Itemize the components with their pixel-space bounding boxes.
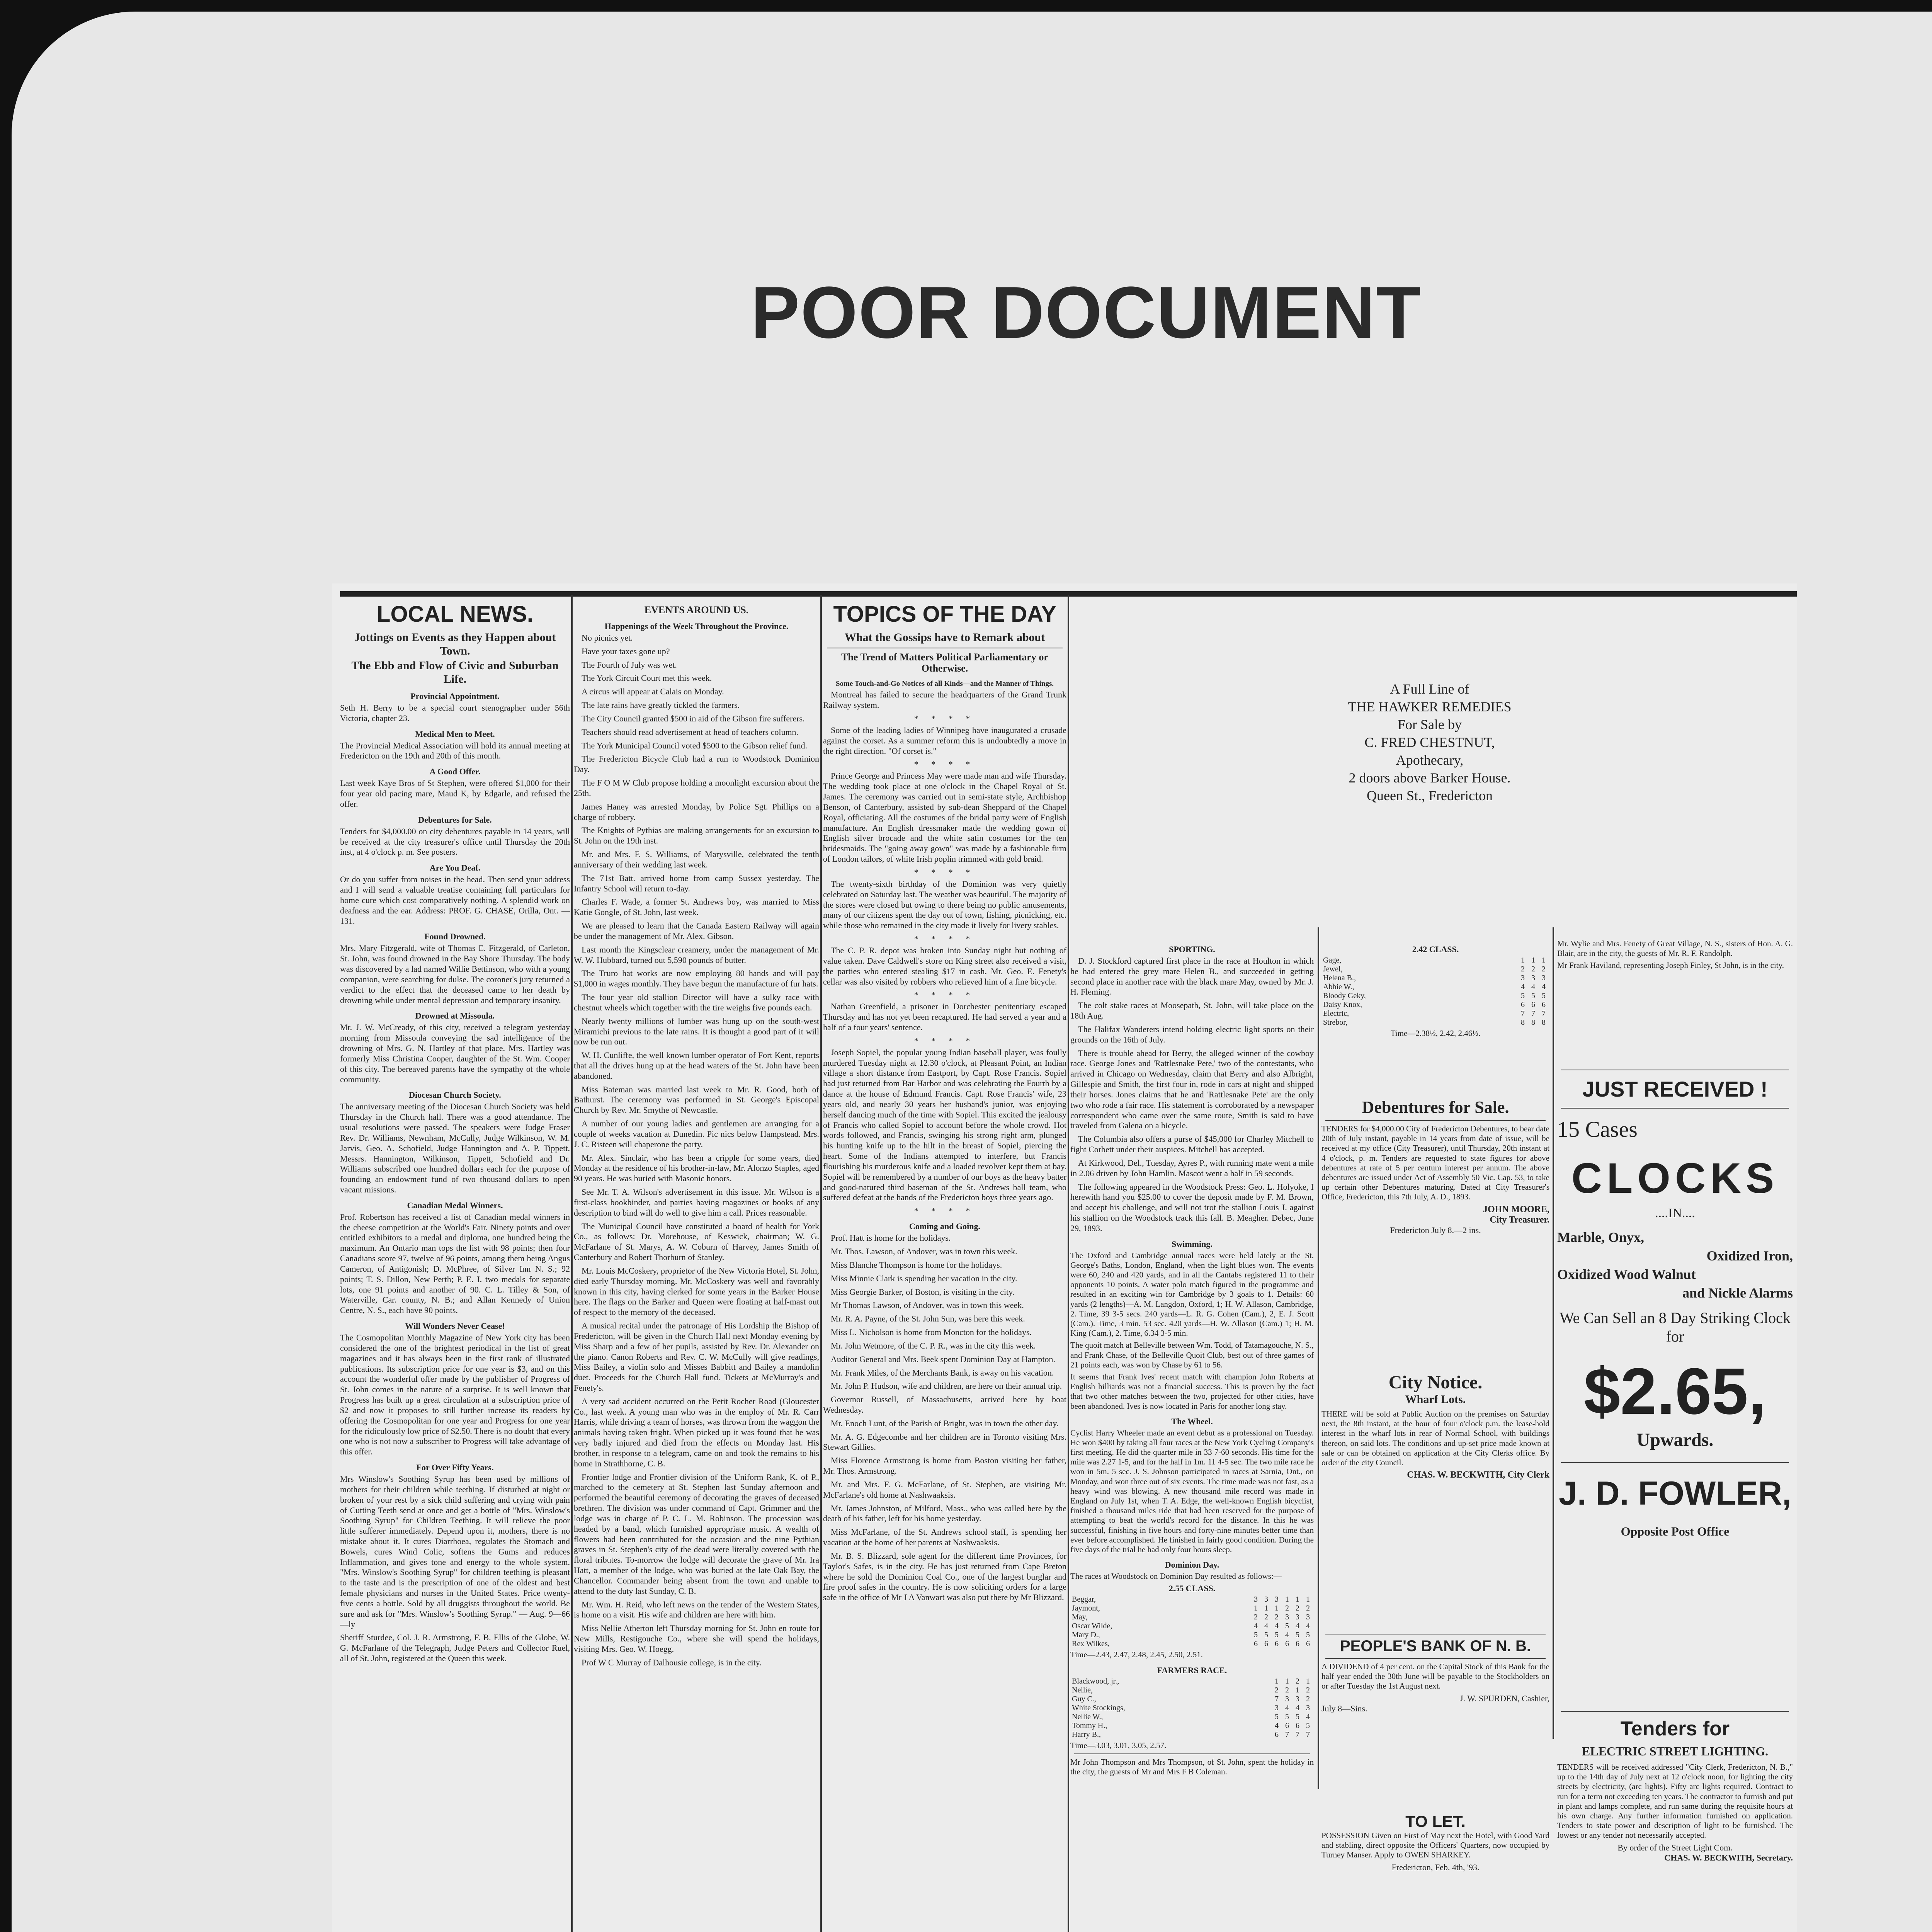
results-row <box>1321 965 1549 974</box>
horse-name: Mary D., <box>1072 1631 1100 1639</box>
heat-placings: 1 1 1 2 2 2 <box>1254 1604 1312 1613</box>
horse-name: White Stockings, <box>1072 1703 1125 1712</box>
events-title: EVENTS AROUND US. <box>644 604 749 616</box>
item-text: Mr. Alex. Sinclair, who has been a cripple for some years, died Monday at the residence of his brother-in-law, Mr. Alonzo Staples, aged 90 years. He was buried with Masonic honors. <box>574 1153 819 1184</box>
comings-heading: Coming and Going. <box>909 1221 980 1231</box>
hawker-line: C. FRED CHESTNUT, <box>1364 735 1495 750</box>
column-sporting <box>1070 939 1314 1932</box>
item-heading: Drowned at Missoula. <box>415 1011 495 1021</box>
race-242-heading: 2.42 CLASS. <box>1412 944 1459 954</box>
item-text: The 71st Batt. arrived home from camp Sussex yesterday. The Infantry School will return to-day. <box>574 873 819 893</box>
item-heading: Canadian Medal Winners. <box>407 1200 503 1210</box>
hawker-line: 2 doors above Barker House. <box>1349 770 1511 786</box>
topics-items <box>823 690 1066 1216</box>
results-row <box>1070 1595 1314 1604</box>
poor-document-banner: POOR DOCUMENT <box>751 272 1422 354</box>
to-let-heading: TO LET. <box>1405 1812 1466 1830</box>
fowler-material: Marble, Onyx, <box>1557 1230 1644 1245</box>
heat-placings: 5 5 5 4 5 5 <box>1254 1631 1312 1639</box>
personal-item: Mr. Wylie and Mrs. Fenety of Great Village, N. S., sisters of Hon. A. G. Blair, are in the city, the guests of Mr. R. F. Randolph. <box>1557 939 1793 958</box>
item-text: The Cosmopolitan Monthly Magazine of New York city has been considered the one of the brightest periodical in the list of great magazines and it has always been in the first rank of illustrated publications. Its subscription price for one year is $3, and on this account the wonderful offer made by the publisher of Progress of St. John comes in the nature of a surprise. It is well known that Progress has built up a great circulation at a subscription price of $2 and now it proposes to still further increase its readers by offering the Cosmopolitan for one year and Progress for one year for the ridiculously low price of $2.50. There is no doubt that every one who is not now a subscriber to Progress will take advantage of this offer. <box>340 1333 570 1457</box>
item-text: Prof W C Murray of Dalhousie college, is in the city. <box>582 1657 762 1667</box>
local-news-subtitle: Jottings on Events as they Happen about Town. <box>354 631 556 657</box>
separator-dots: * * * * <box>914 1036 976 1046</box>
item-heading: Debentures for Sale. <box>418 815 492 825</box>
city-notice-ad <box>1321 1372 1549 1627</box>
column-local-news <box>340 599 570 1932</box>
item-text: The Knights of Pythias are making arrangements for an excursion to St. John on the 19th inst. <box>574 825 819 846</box>
column-rule <box>571 595 573 1932</box>
peoples-bank-date: July 8—Sins. <box>1321 1703 1367 1713</box>
item-text: Prof. Hatt is home for the holidays. <box>831 1233 951 1243</box>
item-text: The Columbia also offers a purse of $45,000 for Charley Mitchell to fight Corbett under their auspices. Mitchell has accepted. <box>1070 1134 1314 1155</box>
time-255: Time—2.43, 2.47, 2.48, 2.45, 2.50, 2.51. <box>1070 1650 1203 1660</box>
item-text: The C. P. R. depot was broken into Sunday night but nothing of value taken. Dave Caldwell's store on King street also received a visit, the parties who entered stealing $17 in cash. Mr. Geo. E. Fenety's cellar was also visited by robbers who relieved him of a fine bicycle. <box>823 946 1066 986</box>
item-text: The City Council granted $500 in aid of the Gibson fire sufferers. <box>582 713 805 723</box>
item-heading: Medical Men to Meet. <box>415 729 495 739</box>
results-table-242 <box>1321 956 1549 1027</box>
item-text: The colt stake races at Moosepath, St. John, will take place on the 18th Aug. <box>1070 1000 1314 1021</box>
item-text: Mr. Enoch Lunt, of the Parish of Bright, was in town the other day. <box>831 1418 1059 1428</box>
fowler-just-received: JUST RECEIVED ! <box>1582 1077 1768 1101</box>
item-heading: Will Wonders Never Cease! <box>405 1321 505 1331</box>
heat-placings: 7 3 3 2 <box>1275 1694 1312 1703</box>
item-text: The anniversary meeting of the Diocesan Church Society was held Thursday in the Church hall. There was a good attendance. The usual resolutions were passed. The speakers were Judge Fraser Rev. Dr. Williams, Newnham, McCully, Judge Wilkinson, W. M. Jarvis, Geo. A. Schofield, Judge Hannington and A. P. Tippett. Messrs. Hannington, Wilkinson, Tippett, Schofield and Dr. Williams subscribed one hundred dollars each for the purpose of founding an endowment fund of two thousand dollars to open vacant missions. <box>340 1102 570 1194</box>
column-rule <box>820 595 822 1932</box>
item-text: Mr. and Mrs. F. G. McFarlane, of St. Stephen, are visiting Mr. McFarlane's old home at Nashwaaksis. <box>823 1479 1066 1500</box>
peoples-bank-heading: PEOPLE'S BANK OF N. B. <box>1340 1638 1531 1655</box>
item-text: Have your taxes gone up? <box>582 646 670 656</box>
item-text: Miss Nellie Atherton left Thursday morning for St. John en route for New Mills, Restigouche Co., where she will spend the holidays, visiting Mrs. Geo. W. Hoegg. <box>574 1623 819 1654</box>
horse-name: Blackwood, jr., <box>1072 1677 1119 1685</box>
item-text: Mr. R. A. Payne, of the St. John Sun, was here this week. <box>831 1314 1025 1324</box>
item-text: Mr. Thos. Lawson, of Andover, was in town this week. <box>831 1247 1017 1257</box>
results-table-farmers <box>1070 1677 1314 1739</box>
item-text: James Haney was arrested Monday, by Police Sgt. Phillips on a charge of robbery. <box>574 801 819 822</box>
fowler-material: Oxidized Iron, <box>1706 1248 1793 1264</box>
quoit-text: The quoit match at Belleville between Wm. Todd, of Tatamagouche, N. S., and Frank Chase, of the Belleville Quoit Club, best out of three games of 21 points each, was won by Chase by 61 to 56. <box>1070 1340 1314 1369</box>
horse-name: Helena B., <box>1323 974 1356 982</box>
swimming-heading: Swimming. <box>1172 1239 1213 1249</box>
class-255-heading: 2.55 CLASS. <box>1168 1583 1216 1594</box>
peoples-bank-signature: J. W. SPURDEN, Cashier, <box>1460 1693 1549 1703</box>
city-notice-subheading: Wharf Lots. <box>1405 1393 1466 1406</box>
comings-items <box>823 1233 1066 1603</box>
horse-name: Nellie W., <box>1072 1712 1103 1721</box>
item-text: Mr. Frank Miles, of the Merchants Bank, is away on his vacation. <box>831 1367 1054 1378</box>
item-text: Miss Georgie Barker, of Boston, is visiting in the city. <box>831 1287 1015 1297</box>
dominion-heading: Dominion Day. <box>1165 1560 1219 1570</box>
item-text: Charles F. Wade, a former St. Andrews boy, was married to Miss Katie Gongle, of St. John, last week. <box>574 897 819 917</box>
local-news-items <box>340 691 570 1664</box>
heat-placings: 4 4 4 <box>1521 983 1548 991</box>
peoples-bank-text: A DIVIDEND of 4 per cent. on the Capital Stock of this Bank for the half year ended the 30th June will be payable to the Stockholders on or after Tuesday the 1st August next. <box>1321 1662 1549 1691</box>
to-let-date: Fredericton, Feb. 4th, '93. <box>1391 1862 1480 1872</box>
heat-placings: 8 8 8 <box>1521 1018 1548 1027</box>
item-text: The F O M W Club propose holding a moonlight excursion about the 25th. <box>574 778 819 798</box>
item-text: The following appeared in the Woodstock Press: Geo. L. Holyoke, I herewith hand you $25.00 to cover the deposit made by F. M. Brown, and accept his challenge, and will not trot the stallion Louis J. against his stallion on the Woodstock track this fall. B. Meagher. Debec, June 29, 1893. <box>1070 1182 1314 1233</box>
heat-placings: 1 1 2 1 <box>1275 1677 1312 1685</box>
item-text: Mr. J. W. McCready, of this city, received a telegram yesterday morning from Missoula conveying the sad intelligence of the drowning of Mrs. G. N. Hartley of that place. Mrs. Hartley was formerly Miss Christina Cooper, daughter of the St. Wm. Cooper of this city. The bereaved parents have the sympathy of the whole community. <box>340 1022 570 1084</box>
results-row <box>1321 992 1549 1000</box>
results-row <box>1070 1713 1314 1721</box>
separator-dots: * * * * <box>914 759 976 769</box>
fowler-offer: We Can Sell an 8 Day Striking Clock for <box>1560 1309 1791 1345</box>
heat-placings: 4 6 6 5 <box>1275 1721 1312 1730</box>
horse-name: Gage, <box>1323 956 1342 964</box>
fowler-cases: 15 Cases <box>1557 1117 1638 1142</box>
item-text: Last month the Kingsclear creamery, under the management of Mr. W. W. Hubbard, turned out 5,590 pounds of butter. <box>574 944 819 965</box>
item-text: Seth H. Berry to be a special court stenographer under 56th Victoria, chapter 23. <box>340 703 570 723</box>
fowler-clocks-ad <box>1557 1066 1793 1700</box>
topics-subtitle: The Trend of Matters Political Parliamentary or Otherwise. <box>841 651 1048 674</box>
city-notice-heading: City Notice. <box>1388 1372 1483 1393</box>
billiards-text: It seems that Frank Ives' recent match with champion John Roberts at English billiards was not a financial success. This is proven by the fact that two other matches between the two, projected for other cities, have been abandoned. Ives is now located in Paris for another long stay. <box>1070 1372 1314 1411</box>
closing-text: Mr John Thompson and Mrs Thompson, of St. John, spent the holiday in the city, the guests of Mr and Mrs F B Coleman. <box>1070 1757 1314 1776</box>
item-text: We are pleased to learn that the Canada Eastern Railway will again be under the management of Mr. Alex. Gibson. <box>574 921 819 941</box>
swimming-text: The Oxford and Cambridge annual races were held lately at the St. George's Baths, London, England, when the light blues won. The events were 60, 240 and 420 yards, and in all the Cantabs registered 11 to their opponents 10 points. A water polo match figured in the programme and resulted in an exciting win for Cambridge by 3 goals to 1. Details: 60 yards (2 lengths)—A. M. Langdon, Oxford, 1; H. W. Allason, Cambridge, 2. Time, 39 3-5 secs. 240 yards—L. R. G. Cohen (Cam.), 2, E. J. Scott (Cam.). Time, 3 min. 53 sec. 420 yards—H. W. Allason (Cam.) 1; H. M. King (Cam.), 2. Time, 6.34 3-5 min. <box>1070 1250 1314 1338</box>
events-subtitle: Happenings of the Week Throughout the Province. <box>604 621 789 631</box>
item-text: A number of our young ladies and gentlemen are arranging for a couple of weeks vacation at Dunedin. Pic nics below Hampstead. Mrs. J. C. Risteen will chaperone the party. <box>574 1119 819 1149</box>
heat-placings: 6 7 7 7 <box>1275 1730 1312 1739</box>
item-text: The Municipal Council have constituted a board of health for York Co., as follows: Dr. Morehouse, of Keswick, chairman; W. G. McFarlane of St. Marys, A. W. Coburn of Harvey, James Smith of Canterbury and Robert Thorburn of Stanley. <box>574 1221 819 1262</box>
debentures-signature-title: City Treasurer. <box>1490 1214 1549 1225</box>
item-text: The Halifax Wanderers intend holding electric light sports on their grounds on the 16th of July. <box>1070 1024 1314 1044</box>
heat-placings: 3 3 3 <box>1521 974 1548 982</box>
results-row <box>1070 1639 1314 1648</box>
heat-placings: 1 1 1 <box>1521 956 1548 964</box>
column-topics-of-the-day <box>823 599 1066 1932</box>
heat-placings: 2 2 1 2 <box>1275 1685 1312 1694</box>
time-farmers: Time—3.03, 3.01, 3.05, 2.57. <box>1070 1740 1167 1750</box>
item-heading: Are You Deaf. <box>429 863 481 873</box>
sporting-heading: SPORTING. <box>1169 944 1215 954</box>
heat-placings: 6 6 6 <box>1521 1000 1548 1009</box>
item-text: The York Circuit Court met this week. <box>582 673 712 683</box>
horse-name: Electric, <box>1323 1009 1349 1018</box>
fowler-material: and Nickle Alarms <box>1682 1285 1793 1301</box>
fowler-price: $2.65, <box>1583 1355 1767 1428</box>
to-let-text: POSSESSION Given on First of May next the Hotel, with Good Yard and stabling, direct opposite the Officers' Quarters, now occupied by Turney Manser. Apply to OWEN SHARKEY. <box>1321 1831 1549 1860</box>
heat-placings: 3 4 4 3 <box>1275 1703 1312 1712</box>
heat-placings: 3 3 3 1 1 1 <box>1254 1595 1312 1604</box>
personal-items <box>1557 939 1793 1055</box>
topics-title: TOPICS OF THE DAY <box>833 602 1056 627</box>
heat-placings: 5 5 5 <box>1521 992 1548 1000</box>
item-text: Frontier lodge and Frontier division of the Uniform Rank, K. of P., marched to the cemetery at St. Stephen last Sunday afternoon and performed the beautiful ceremony of decorating the graves of deceased brethren. The division was under command of Capt. Grimmer and the lodge was in charge of P. C. L. M. Robinson. The procession was headed by a band, which furnished appropriate music. A wealth of flowers had been contributed for the occasion and the nine Pythian graves in St. Stephen's city of the dead were literally covered with the floral tributes. To-morrow the lodge will decorate the grave of Mr. Ira Hatt, a member of the lodge, who was buried at the late Oak Bay, the Chancellor. Commander being absent from the town and unable to attend to the duty last Sunday, C. B. <box>574 1472 819 1596</box>
item-text: Miss L. Nicholson is home from Moncton for the holidays. <box>831 1327 1032 1337</box>
horse-name: Jewel, <box>1323 965 1343 973</box>
item-text: Auditor General and Mrs. Beek spent Dominion Day at Hampton. <box>831 1354 1056 1364</box>
item-text: The late rains have greatly tickled the farmers. <box>582 700 740 710</box>
wheel-text: Cyclist Harry Wheeler made an event debut as a professional on Tuesday. He won $400 by taking all four races at the New York Cycling Company's first meeting. He did the quarter mile in 33 7-60 seconds. His time for the mile was 2.27 1-5, and for the half in 1m. 11 4-5 sec. The two mile race he won in 5m. 5 sec. J. S. Johnson participated in races at Sarnia, Ont., on Monday, and won three out of six events. The time made was not fast, as a heavy wind was blowing. A new thousand mile record was made in England on July 1st, when T. A. Edge, the well-known English bicyclist, finished a thousand miles ride that had been reserved for the purpose of attempting to beat the world's record for the distance. In this he was successful, finishing in five hours and forty-nine minutes better time than ever before accomplished. He finished in fairly good condition. During the five days of the trial he had only four hours sleep. <box>1070 1428 1314 1554</box>
item-text: Last week Kaye Bros of St Stephen, were offered $1,000 for their four year old pacing mare, Maud K, by Edgarle, and refused the offer. <box>340 778 570 809</box>
fowler-address: Opposite Post Office <box>1621 1524 1730 1538</box>
horse-name: Bloody Geky, <box>1323 992 1366 1000</box>
item-text: Mrs. Mary Fitzgerald, wife of Thomas E. Fitzgerald, of Carleton, St. John, was found drowned in the Bay Shore Thursday. The body was discovered by a lad named Willie Bettinson, who with a young companion, were searching for dulse. The coroner's jury returned a verdict to the effect that the deceased came to her death by drowning while under mental depression and temporary insanity. <box>340 943 570 1005</box>
item-text: Miss Florence Armstrong is home from Boston visiting her father, Mr. Thos. Armstrong. <box>823 1456 1066 1476</box>
item-text: There is trouble ahead for Berry, the alleged winner of the cowboy race. George Jones and 'Rattlesnake Pete,' two of the contestants, who arrived in Chicago on Wednesday, claim that Berry and also Albright, Gillespie and Smith, the first four in, rode in cars at night and shipped their horses. Jones claims that he and 'Rattlesnake Pete' are the only two who rode a fair race. His statement is corroborated by a newspaper correspondent who came over the same route, Smith is said to have traveled from Galena on a bicycle. <box>1070 1048 1314 1131</box>
fowler-clocks: CLOCKS <box>1571 1155 1779 1202</box>
column-rule <box>1553 927 1554 1739</box>
heat-placings: 5 5 5 4 <box>1275 1712 1312 1721</box>
results-row <box>1321 983 1549 992</box>
hawker-line: Apothecary, <box>1396 752 1464 768</box>
results-row <box>1070 1730 1314 1739</box>
fowler-material: Oxidized Wood Walnut <box>1557 1267 1696 1282</box>
results-table-255 <box>1070 1595 1314 1648</box>
tenders-order: By order of the Street Light Com. <box>1617 1842 1733 1852</box>
topics-subtitle: Some Touch-and-Go Notices of all Kinds—and the Manner of Things. <box>835 680 1054 688</box>
item-text: Mr. John P. Hudson, wife and children, are here on their annual trip. <box>831 1381 1062 1391</box>
item-text: Miss McFarlane, of the St. Andrews school staff, is spending her vacation at the home of her parents at Nashwaaksis. <box>823 1527 1066 1548</box>
results-row <box>1321 1000 1549 1009</box>
results-row <box>1070 1613 1314 1622</box>
item-text: The twenty-sixth birthday of the Dominion was very quietly celebrated on Saturday last. The weather was beautiful. The majority of the stores were closed but owing to there being no public amusements, many of our citizens spent the day out of town, fishing, picnicking, etc. while those who remained in the city made it lively for livery stables. <box>823 879 1066 930</box>
sporting-items <box>1070 956 1314 1234</box>
horse-name: Harry B., <box>1072 1730 1101 1739</box>
heat-placings: 4 4 4 5 4 4 <box>1254 1622 1312 1631</box>
heat-placings: 2 2 2 <box>1521 965 1548 973</box>
item-text: The Provincial Medical Association will hold its annual meeting at Fredericton on the 19th and 20th of this month. <box>340 740 570 761</box>
item-text: The York Municipal Council voted $500 to the Gibson relief fund. <box>582 740 808 750</box>
item-text: Nathan Greenfield, a prisoner in Dorchester penitentiary escaped Thursday and has not yet been recaptured. He had served a year and a half of a four years' sentence. <box>823 1002 1066 1032</box>
results-row <box>1321 1009 1549 1018</box>
horse-name: Oscar Wilde, <box>1072 1622 1112 1631</box>
item-text: See Mr. T. A. Wilson's advertisement in this issue. Mr. Wilson is a first-class bookbinder, and parties having magazines or books of any description to bind will do well to give him a call. Prices reasonable. <box>574 1187 819 1218</box>
item-text: Mrs Winslow's Soothing Syrup has been used by millions of mothers for their children while teething. If disturbed at night or broken of your rest by a sick child suffering and crying with pain of Cutting Teeth send at once and get a bottle of "Mrs. Winslow's Soothing Syrup" for Children Teething. It will relieve the poor little sufferer immediately. Depend upon it, mothers, there is no mistake about it. It cures Diarrhoea, regulates the Stomach and Bowels, cures Wind Colic, softens the Gums and reduces Inflammation, and gives tone and energy to the whole system. "Mrs. Winslow's Soothing Syrup" for children teething is pleasant to the taste and is the prescription of one of the oldest and best female physicians and nurses in the United States. Price twenty-five cents a bottle. Sold by all druggists throughout the world. Be sure and ask for "Mrs. Winslow's Soothing Syrup." — Aug. 9—66—ly <box>340 1474 570 1629</box>
city-notice-text: THERE will be sold at Public Auction on the premises on Saturday next, the 8th instant, at the hour of four o'clock p.m. the lease-hold interest in the wharf lots in rear of Normal School, with buildings thereon, on said lots. The conditions and up-set price made known at sale or can be obtained on application at the City Clerks office. By order of the city Council. <box>1321 1409 1549 1467</box>
item-text: Mr. and Mrs. F. S. Williams, of Marysville, celebrated the tenth anniversary of their wedding last week. <box>574 849 819 869</box>
city-notice-signature: CHAS. W. BECKWITH, City Clerk <box>1407 1470 1549 1480</box>
item-text: Some of the leading ladies of Winnipeg have inaugurated a crusade against the corset. As a summer reform this is undoubtedly a move in the right direction. "Of corset is." <box>823 725 1066 756</box>
item-text: Tenders for $4,000.00 on city debentures payable in 14 years, will be received at the city treasurer's office until Thursday the 20th inst, at 4 o'clock p. m. See posters. <box>340 826 570 857</box>
column-rule <box>1318 927 1319 1789</box>
item-text: Mr. Wm. H. Reid, who left news on the tender of the Western States, is home on a visit. His wife and children are here with him. <box>574 1599 819 1620</box>
hawker-remedies-ad <box>1256 680 1604 842</box>
item-text: The Fredericton Bicycle Club had a run to Woodstock Dominion Day. <box>574 754 819 774</box>
item-text: Mr. James Johnston, of Milford, Mass., who was called here by the death of his father, left for his home yesterday. <box>823 1503 1066 1524</box>
hawker-line: A Full Line of <box>1390 681 1469 697</box>
fowler-in: ....IN.... <box>1655 1206 1695 1220</box>
results-row <box>1070 1604 1314 1613</box>
race-242-time: Time—2.38½, 2.42, 2.46½. <box>1390 1029 1481 1038</box>
horse-name: Tommy H., <box>1072 1721 1107 1730</box>
debentures-signature: JOHN MOORE, <box>1483 1204 1549 1214</box>
separator-dots: * * * * <box>914 867 976 877</box>
horse-name: Rex Wilkes, <box>1072 1639 1110 1648</box>
item-heading: Diocesan Church Society. <box>409 1090 501 1100</box>
debentures-ad <box>1321 1097 1549 1368</box>
results-row <box>1070 1622 1314 1631</box>
local-news-subtitle: The Ebb and Flow of Civic and Suburban Life. <box>351 659 559 685</box>
wheel-heading: The Wheel. <box>1171 1416 1213 1426</box>
item-text: The Truro hat works are now employing 80 hands and will pay $1,000 in wages monthly. They have begun the manufacture of fur hats. <box>574 968 819 989</box>
item-text: Prince George and Princess May were made man and wife Thursday. The wedding took place at one o'clock in the Chapel Royal of St. James. The ceremony was carried out in semi-state style, Archbishop Benson, of Canterbury, assisted by sub-dean Sheppard of the Chapel Royal, officiating. All the costumes of the bridal party were of English manufacture. An English dressmaker made the wedding gown of English silver brocade and the white satin costumes for the ten bridesmaids. The "going away gown" was made by a fashionable firm of London tailors, of white Irish poplin trimmed with gold braid. <box>823 771 1066 864</box>
farmers-heading: FARMERS RACE. <box>1157 1665 1227 1675</box>
results-row <box>1070 1686 1314 1695</box>
results-row <box>1070 1721 1314 1730</box>
item-text: A musical recital under the patronage of His Lordship the Bishop of Fredericton, will be given in the Church Hall next Monday evening by Miss Sharp and a few of her pupils, assisted by Rev. Dr. Alexander on the piano. Canon Roberts and Rev. C. W. McCully will give readings, Miss Bailey, a violin solo and Misses Babbitt and Bailey a mandolin duet. Proceeds for the Church Hall fund. Tickets at McMurray's and Fenety's. <box>574 1321 819 1393</box>
column-events-around-us <box>574 599 819 1932</box>
results-row <box>1321 974 1549 983</box>
item-text: Governor Russell, of Massachusetts, arrived here by boat Wednesday. <box>823 1395 1066 1415</box>
item-text: Or do you suffer from noises in the head. Then send your address and I will send a valuable treatise containing full particulars for home cure which cost comparatively nothing. A splendid work on deafness and the ear. Address: PROF. G. CHASE, Orilla, Ont. — 131. <box>340 874 570 926</box>
separator-dots: * * * * <box>914 934 976 944</box>
race-242-results <box>1321 939 1549 1101</box>
tenders-subheading: ELECTRIC STREET LIGHTING. <box>1582 1744 1769 1758</box>
debentures-text: TENDERS for $4,000.00 City of Fredericton Debentures, to bear date 20th of July instant, payable in 14 years from date of issue, will be received at my office (City Treasurer), until Thursday, 20th instant at 4 o'clock, p. m. Tenders are requested to state figures for above debentures at rate of 5 per centum interest per annum. The above debentures are issued under Act of Assembly 50 Vic. Cap. 53, to take up certain other Debentures maturing. Dated at City Treasurer's Office, Fredericton, this 7th July, A. D., 1893. <box>1321 1124 1549 1202</box>
item-text: Teachers should read advertisement at head of teachers column. <box>582 727 799 737</box>
item-text: Prof. Robertson has received a list of Canadian medal winners in the cheese competition at the World's Fair. Ninety points and over entitled exhibitors to a medal and diploma, one hundred being the maximum. An Ontario man tops the list with 98 points; then four Canadians score 97, twelve of 96 points, among them being Angus Cameron, of Antigonish; D. McPhree, of Silver Inn N. S.; 92 points; T. S. Dillon, New Perth; P. E. I. two medals for separate lots, one 91 points and another of 90. C. L. Tilley & Son, of Waterville, Car. county, N. B.; and Allan Kennedy of Union Centre, N. S., each have 90 points. <box>340 1212 570 1315</box>
separator-dots: * * * * <box>914 990 976 1000</box>
horse-name: Nellie, <box>1072 1685 1093 1694</box>
results-row <box>1321 956 1549 965</box>
horse-name: Guy C., <box>1072 1694 1096 1703</box>
item-text: Miss Bateman was married last week to Mr. R. Good, both of Bathurst. The ceremony was performed in St. George's Episcopal Church by Rev. Mr. Smythe of Newcastle. <box>574 1084 819 1115</box>
heat-placings: 7 7 7 <box>1521 1009 1548 1018</box>
item-text: Mr. Louis McCoskery, proprietor of the New Victoria Hotel, St. John, died early Thursday morning. Mr. McCoskery was well and favorably known in this city, having clerked for some years in the Barker House here. The flags on the Barker and Queen were floating at half-mast out of respect to the memory of the deceased. <box>574 1265 819 1317</box>
tenders-heading: Tenders for <box>1620 1718 1730 1740</box>
item-text: A circus will appear at Calais on Monday. <box>582 687 724 697</box>
topics-subtitle: What the Gossips have to Remark about <box>844 631 1045 644</box>
item-heading: For Over Fifty Years. <box>416 1463 494 1473</box>
separator-dots: * * * * <box>914 713 976 723</box>
fowler-name: J. D. FOWLER, <box>1559 1475 1791 1512</box>
horse-name: May, <box>1072 1613 1088 1622</box>
hawker-line: For Sale by <box>1398 717 1462 733</box>
horse-name: Jaymont, <box>1072 1604 1100 1613</box>
results-row <box>1321 1018 1549 1027</box>
item-heading: Provincial Appointment. <box>410 691 500 701</box>
column-rule <box>1068 595 1069 1932</box>
tenders-lighting-ad <box>1557 1708 1793 1932</box>
debentures-date: Fredericton July 8.—2 ins. <box>1390 1225 1481 1235</box>
item-text: Mr. John Wetmore, of the C. P. R., was in the city this week. <box>831 1340 1036 1350</box>
item-text: Miss Blanche Thompson is home for the holidays. <box>831 1260 1002 1270</box>
item-text: Nearly twenty millions of lumber was hung up on the south-west Miramichi previous to the late rains. It is thought a good part of it will now be run out. <box>574 1016 819 1047</box>
item-text: D. J. Stockford captured first place in the race at Houlton in which he had entered the grey mare Helen B., and succeeded in getting second place in another race with the black mare May, owned by Mr. J. H. Fleming. <box>1070 956 1314 997</box>
peoples-bank-ad <box>1321 1631 1549 1801</box>
horse-name: Strebor, <box>1323 1018 1348 1027</box>
heat-placings: 6 6 6 6 6 6 <box>1254 1639 1312 1648</box>
hawker-line: Queen St., Fredericton <box>1367 788 1493 804</box>
item-heading: Found Drowned. <box>424 932 486 942</box>
hawker-line: THE HAWKER REMEDIES <box>1348 699 1512 715</box>
item-text: Montreal has failed to secure the headquarters of the Grand Trunk Railway system. <box>823 690 1066 710</box>
item-text: W. H. Cunliffe, the well known lumber operator of Fort Kent, reports that all the drives hung up at the head waters of the St. John have been abandoned. <box>574 1050 819 1081</box>
horse-name: Beggar, <box>1072 1595 1096 1604</box>
item-text: Miss Minnie Clark is spending her vacation in the city. <box>831 1273 1017 1283</box>
item-text: No picnics yet. <box>582 633 633 643</box>
results-row <box>1070 1704 1314 1713</box>
item-text: A very sad accident occurred on the Petit Rocher Road (Gloucester Co., last week. A young man who was in the employ of Mr. R. Carr Harris, while driving a team of horses, was thrown from the waggon the animals having taken fright. When picked up it was found that he was very badly injured and died from the effects on Monday last. His brother, in response to a telegram, came on and took the remains to his home in Strathhorne, C. B. <box>574 1396 819 1468</box>
to-let-ad <box>1321 1812 1549 1932</box>
item-text: At Kirkwood, Del., Tuesday, Ayres P., with running mate went a mile in 2.06 driven by John Hamlin. Mascot went a half in 59 seconds. <box>1070 1158 1314 1178</box>
item-text: The Fourth of July was wet. <box>582 660 677 670</box>
horse-name: Daisy Knox, <box>1323 1000 1362 1009</box>
item-text: Joseph Sopiel, the popular young Indian baseball player, was foully murdered Tuesday night at 12.30 o'clock, at Pleasant Point, an Indian village a short distance from Eastport, by Capt. Rose Francis. Sopiel had just returned from Bar Harbor and was celebrating the Fourth by a dance at the house of Edmund Francis. Capt. Rose Francis' wife, 23 years old, and nearly 30 years her husband's junior, was enjoying herself dancing much of the time with Sopiel. This excited the jealousy of Francis who called Sopiel to account before the whole crowd. Hot words followed, and Francis, swinging his strong right arm, plunged his hunting knife up to the hilt in the breast of Sopiel, piercing the heart. Some of the Indians attempted to interfere, but Francis flourishing his murderous knife and a loaded revolver kept them at bay. Sopiel will be remembered by a number of our boys as the heavy batter and good-natured third baseman of the St. Andrews ball team, who suffered defeat at the hands of the Fredericton boys three years ago. <box>823 1047 1066 1202</box>
dominion-text: The races at Woodstock on Dominion Day resulted as follows:— <box>1070 1571 1282 1581</box>
item-heading: A Good Offer. <box>429 767 481 777</box>
tenders-signature: CHAS. W. BECKWITH, Secretary. <box>1664 1852 1793 1862</box>
fowler-upwards: Upwards. <box>1636 1430 1714 1450</box>
debentures-heading: Debentures for Sale. <box>1362 1098 1509 1117</box>
results-row <box>1070 1677 1314 1686</box>
results-row <box>1070 1695 1314 1704</box>
personal-item: Mr Frank Haviland, representing Joseph Finley, St John, is in the city. <box>1557 961 1784 970</box>
item-text: Sheriff Sturdee, Col. J. R. Armstrong, F. B. Ellis of the Globe, W. G. McFarlane of the Telegraph, Judge Peters and Collector Ruel, all of St. John, registered at the Queen this week. <box>340 1633 570 1663</box>
horse-name: Abbie W., <box>1323 983 1354 991</box>
item-text: The four year old stallion Director will have a sulky race with chestnut wheels which together with the tire weighs five pounds each. <box>574 992 819 1012</box>
item-text: Mr. B. S. Blizzard, sole agent for the different time Provinces, for Taylor's Safes, is in the city. He has just returned from Cape Breton where he sold the Dominion Coal Co., one of the largest burglar and fire proof safes in the country. He is now soliciting orders for a large safe in the office of Mr J A Vanwart was also put there by Mr Blizzard. <box>823 1551 1066 1602</box>
events-items <box>574 633 819 1668</box>
separator-dots: * * * * <box>914 1206 976 1216</box>
item-text: Mr. A. G. Edgecombe and her children are in Toronto visiting Mrs. Stewart Gillies. <box>823 1432 1066 1452</box>
heat-placings: 2 2 2 3 3 3 <box>1254 1613 1312 1622</box>
results-row <box>1070 1631 1314 1639</box>
item-text: Mr Thomas Lawson, of Andover, was in town this week. <box>831 1300 1024 1310</box>
tenders-text: TENDERS will be received addressed "City Clerk, Fredericton, N. B.," up to the 14th day of July next at 12 o'clock noon, for lighting the city streets by electricity, (arc lights). Fifty arc lights required. Contract to run for a term not exceeding ten years. The contractor to furnish and put in plant and lamps complete, and run same during the requisite hours at his own charge. Any further information furnished on application. Tenders to state power and description of light to be furnished. The lowest or any tender not necessarily accepted. <box>1557 1762 1793 1840</box>
local-news-title: LOCAL NEWS. <box>377 602 533 627</box>
